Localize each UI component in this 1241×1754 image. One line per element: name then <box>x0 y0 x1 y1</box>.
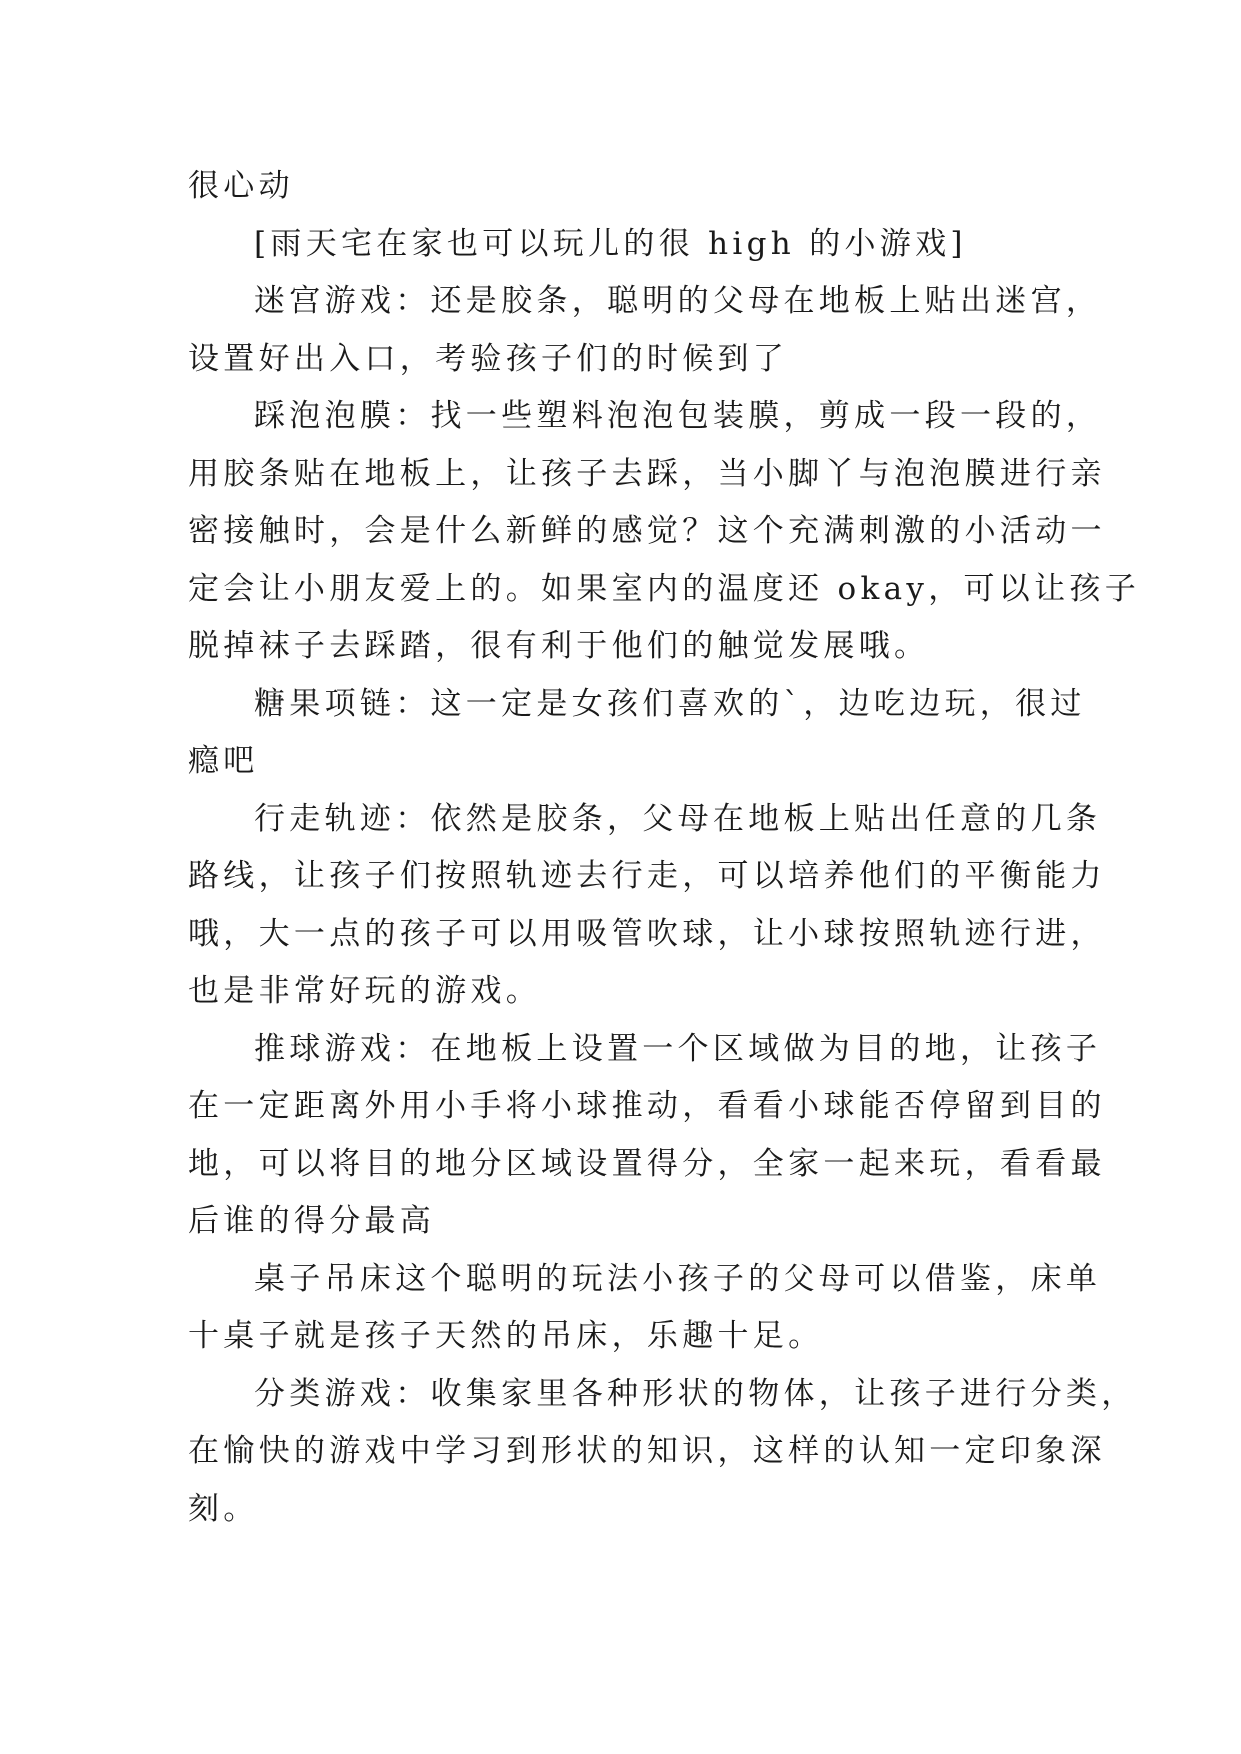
text-line: 推球游戏：在地板上设置一个区域做为目的地，让孩子 <box>254 1030 1102 1067</box>
text-line: 迷宫游戏：还是胶条，聪明的父母在地板上贴出迷宫， <box>254 283 1102 319</box>
text-line: 后谁的得分最高 <box>188 1203 436 1239</box>
text-line: 定会让小朋友爱上的。如果室内的温度还 okay，可以让孩子 <box>188 570 1140 607</box>
paragraph-bubble-wrap <box>188 388 1140 676</box>
text-line: 很心动 <box>188 168 294 204</box>
text-line: 刻。 <box>188 1490 259 1527</box>
text-line: 地，可以将目的地分区域设置得分，全家一起来玩，看看最 <box>188 1145 1106 1182</box>
text-line: 踩泡泡膜：找一些塑料泡泡包装膜，剪成一段一段的， <box>254 398 1102 434</box>
paragraph-continuation <box>188 158 1056 216</box>
text-line: 在一定距离外用小手将小球推动，看看小球能否停留到目的 <box>188 1088 1106 1124</box>
text-line: 脱掉袜子去踩踏，很有利于他们的触觉发展哦。 <box>188 628 930 664</box>
text-line: 也是非常好玩的游戏。 <box>188 973 541 1009</box>
text-line: 糖果项链：这一定是女孩们喜欢的`，边吃边玩，很过 <box>254 685 1086 722</box>
text-line: 分类游戏：收集家里各种形状的物体，让孩子进行分类， <box>254 1375 1137 1412</box>
text-line: 用胶条贴在地板上，让孩子去踩，当小脚丫与泡泡膜进行亲 <box>188 455 1106 492</box>
paragraph-sorting-game <box>188 1366 1137 1539</box>
text-line: 密接触时，会是什么新鲜的感觉？这个充满刺激的小活动一 <box>188 513 1106 549</box>
text-line: 在愉快的游戏中学习到形状的知识，这样的认知一定印象深 <box>188 1433 1106 1469</box>
text-line: 桌子吊床这个聪明的玩法小孩子的父母可以借鉴，床单 <box>254 1260 1102 1297</box>
text-line: 设置好出入口，考验孩子们的时候到了 <box>188 340 789 377</box>
text-line: [雨天宅在家也可以玩儿的很 high 的小游戏] <box>254 225 967 262</box>
paragraph-push-ball <box>188 1021 1106 1251</box>
paragraph-walking-track <box>188 791 1106 1021</box>
paragraph-candy-necklace <box>188 676 1086 791</box>
paragraph-table-hammock <box>188 1251 1102 1366</box>
text-line: 路线，让孩子们按照轨迹去行走，可以培养他们的平衡能力 <box>188 858 1106 894</box>
paragraph-maze-game <box>188 273 1102 388</box>
paragraph-heading <box>188 216 1056 274</box>
document-body <box>188 158 1140 1538</box>
text-line: 行走轨迹：依然是胶条，父母在地板上贴出任意的几条 <box>254 800 1102 837</box>
text-line: 十桌子就是孩子天然的吊床，乐趣十足。 <box>188 1318 824 1354</box>
text-line: 哦，大一点的孩子可以用吸管吹球，让小球按照轨迹行进， <box>188 915 1106 952</box>
text-line: 瘾吧 <box>188 743 259 779</box>
